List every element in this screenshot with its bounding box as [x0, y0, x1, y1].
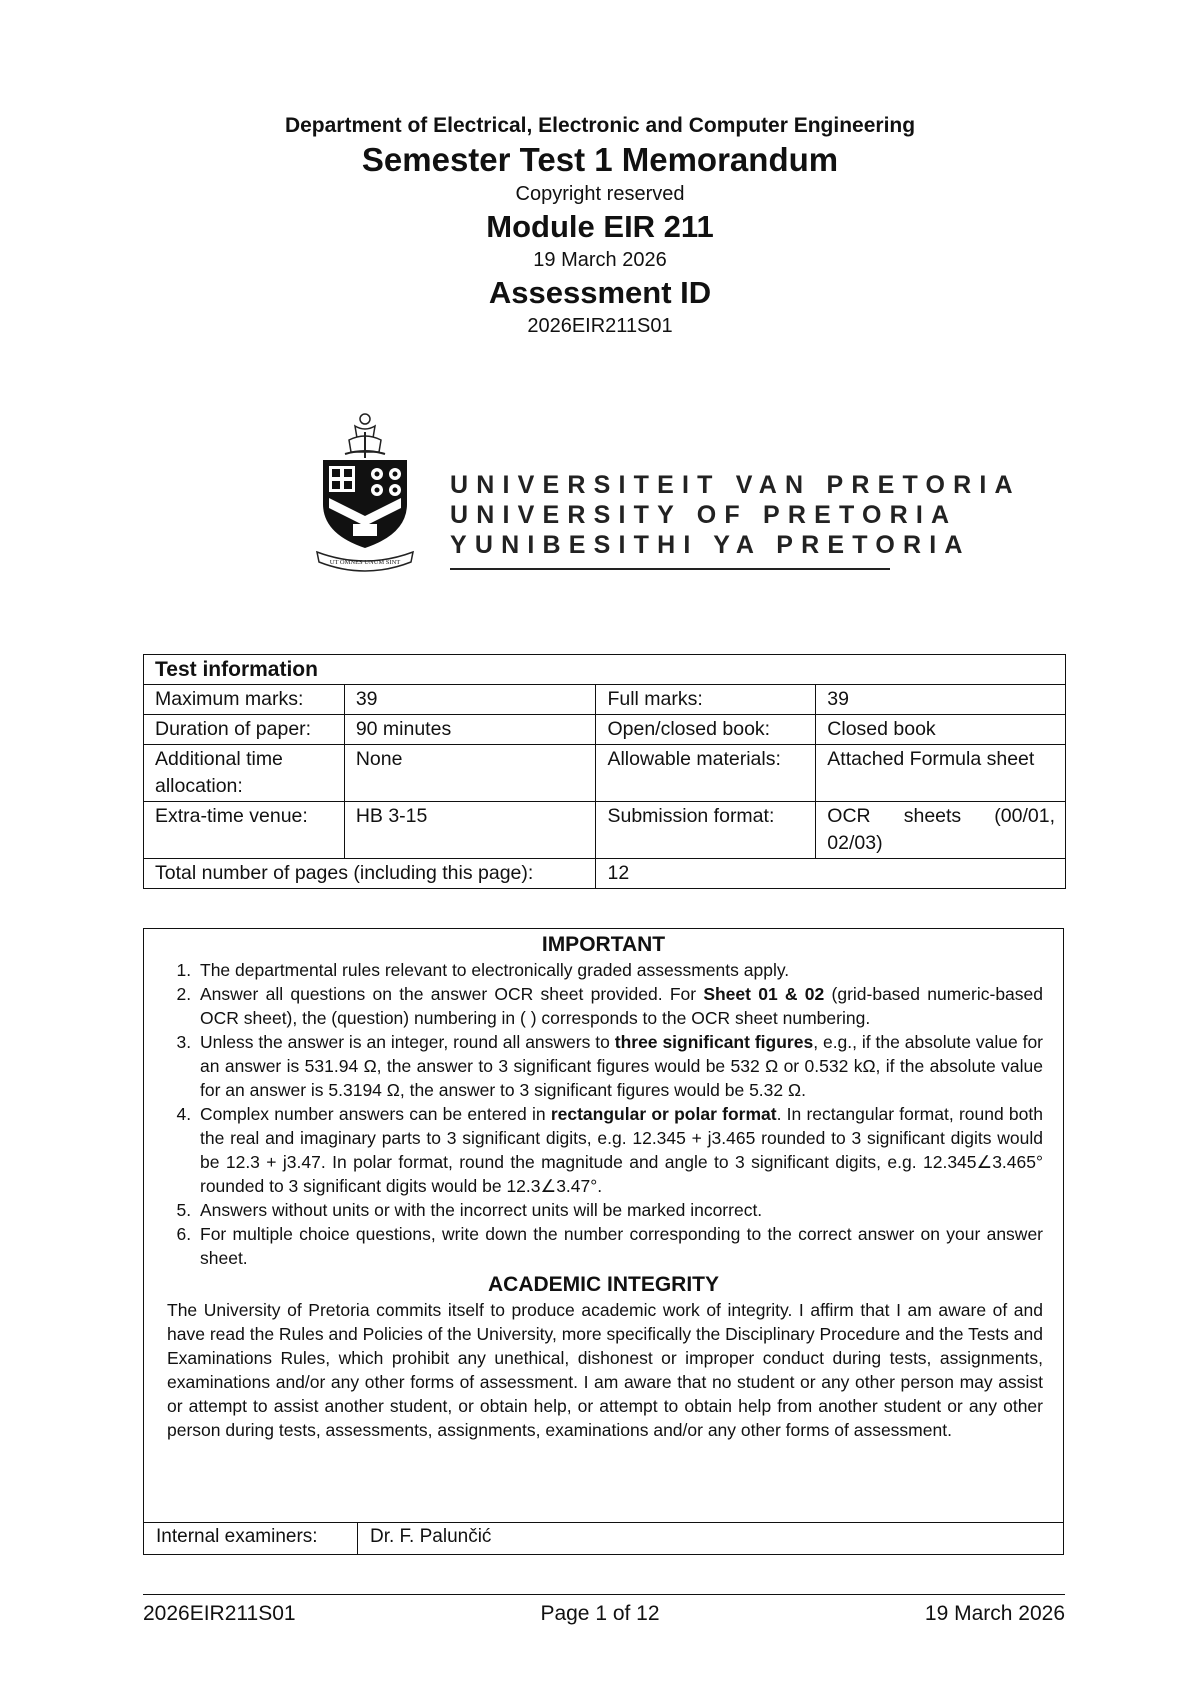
academic-integrity-text: The University of Pretoria commits itself to produce academic work of integrity. I affirm that I am aware of and have read the Rules and Policies of the University, more specifically the Disciplinary Procedure and the Tests and Examinations Rules, which prohibit any unethical, dishonest or improper conduct during tests, assignments, examinations and/or any other forms of assessment. I am aware that no student or any other person may assist or attempt to assist another student, or obtain help, or attempt to obtain help from another student or any other person during tests, assessments, assignments, examinations and/or any other forms of assessment.: [167, 1300, 1043, 1440]
test-info-heading: Test information: [144, 655, 1066, 685]
pages-label: Total number of pages (including this page):: [144, 859, 596, 889]
table-row: [144, 802, 1066, 859]
examiner-name: Dr. F. Palunčić: [370, 1526, 492, 1547]
wordmark-rule: [450, 568, 890, 570]
rule-4-text-c: . In rectangular format, round both the real and imaginary parts to 3 significant digits, e.g. 12.345 + j3.465 rounded to 3 significant digits would be 12.3 + j3.47. In polar format, round the magnitude and angle to 3 significant digits, e.g. 12.345∠3.465° rounded to 3 significant digits would be 12.3∠3.47°.: [200, 1104, 1043, 1196]
table-row: [144, 685, 1066, 715]
rule-5-text: Answers without units or with the incorrect units will be marked incorrect.: [200, 1200, 763, 1220]
academic-integrity-heading: ACADEMIC INTEGRITY: [488, 1273, 719, 1296]
document-title: Semester Test 1 Memorandum: [361, 141, 839, 178]
department-name: Department of Electrical, Electronic and Computer Engineering: [284, 114, 916, 137]
table-row: [144, 715, 1066, 745]
rule-4-text-a: Complex number answers can be entered in: [200, 1104, 551, 1124]
submission-label: Submission format:: [596, 802, 816, 859]
test-date: 19 March 2026: [533, 249, 667, 271]
book-label: Open/closed book:: [596, 715, 816, 745]
footer-assessment-id: 2026EIR211S01: [143, 1602, 296, 1625]
footer-rule: [143, 1594, 1065, 1595]
copyright-notice: Copyright reserved: [515, 183, 685, 205]
wordmark-line-english: UNIVERSITY OF PRETORIA: [450, 501, 958, 529]
list-item: [196, 1198, 1043, 1222]
university-wordmark: [450, 470, 1021, 570]
examiners-label: Internal examiners:: [156, 1526, 318, 1547]
rule-3-text-bold: three significant figures: [614, 1032, 814, 1052]
list-item: [196, 1102, 1043, 1198]
rule-2-text-c: (grid-based numeric-based OCR sheet), the (question) numbering in ( ) corresponds to the OCR sheet numbering.: [200, 984, 1044, 1028]
list-item: [196, 1222, 1043, 1270]
full-marks-label: Full marks:: [596, 685, 816, 715]
full-marks-value: 39: [816, 685, 1066, 715]
pages-value: 12: [596, 859, 1066, 889]
venue-value: HB 3-15: [344, 802, 596, 859]
module-code: Module EIR 211: [486, 209, 714, 244]
max-marks-label: Maximum marks:: [144, 685, 345, 715]
wordmark-line-sepedi: YUNIBESITHI YA PRETORIA: [450, 531, 971, 559]
crest-motto: UT OMNES UNUM SINT: [329, 559, 401, 566]
table-row: [144, 745, 1066, 802]
test-information-table: [143, 654, 1066, 889]
assessment-id: 2026EIR211S01: [527, 315, 673, 337]
table-row: [144, 859, 1066, 889]
rules-list: [144, 958, 1063, 1270]
important-box: [143, 928, 1064, 1555]
submission-value: OCR sheets (00/01, 02/03): [816, 802, 1066, 859]
materials-label: Allowable materials:: [596, 745, 816, 802]
duration-label: Duration of paper:: [144, 715, 345, 745]
assessment-label: Assessment ID: [488, 275, 712, 310]
list-item: [196, 982, 1043, 1030]
list-item: [196, 958, 1043, 982]
table-row: [144, 655, 1066, 685]
rule-1-text: The departmental rules relevant to electronically graded assessments apply.: [200, 960, 790, 980]
examiners-divider: [357, 1523, 358, 1554]
title-block: [0, 112, 1200, 340]
rule-4-text-bold: rectangular or polar format: [550, 1104, 777, 1124]
book-value: Closed book: [816, 715, 1066, 745]
footer-date: 19 March 2026: [924, 1602, 1065, 1625]
additional-time-value: None: [344, 745, 596, 802]
rule-2-text-bold: Sheet 01 & 02: [703, 984, 825, 1004]
duration-value: 90 minutes: [344, 715, 596, 745]
additional-time-label: Additional time allocation:: [144, 745, 345, 802]
materials-value: Attached Formula sheet: [816, 745, 1066, 802]
list-item: [196, 1030, 1043, 1102]
rule-2-text-a: Answer all questions on the answer OCR sheet provided. For: [200, 984, 704, 1004]
rule-3-text-c: , e.g., if the absolute value for an answer is 531.94 Ω, the answer to 3 significant figures would be 532 Ω or 0.532 kΩ, if the absolute value for an answer is 5.3194 Ω, the answer to 3 significant figures would be 5.32 Ω.: [200, 1032, 1044, 1100]
rule-6-text: For multiple choice questions, write down the number corresponding to the correct answer on your answer sheet.: [200, 1224, 1043, 1268]
rule-3-text-a: Unless the answer is an integer, round all answers to: [200, 1032, 615, 1052]
wordmark-line-afrikaans: UNIVERSITEIT VAN PRETORIA: [450, 471, 1021, 499]
examiners-row: [144, 1522, 1063, 1554]
footer-page-number: Page 1 of 12: [540, 1602, 660, 1625]
venue-label: Extra-time venue:: [144, 802, 345, 859]
university-crest-icon: [315, 412, 415, 580]
important-heading: IMPORTANT: [541, 933, 666, 956]
max-marks-value: 39: [344, 685, 596, 715]
